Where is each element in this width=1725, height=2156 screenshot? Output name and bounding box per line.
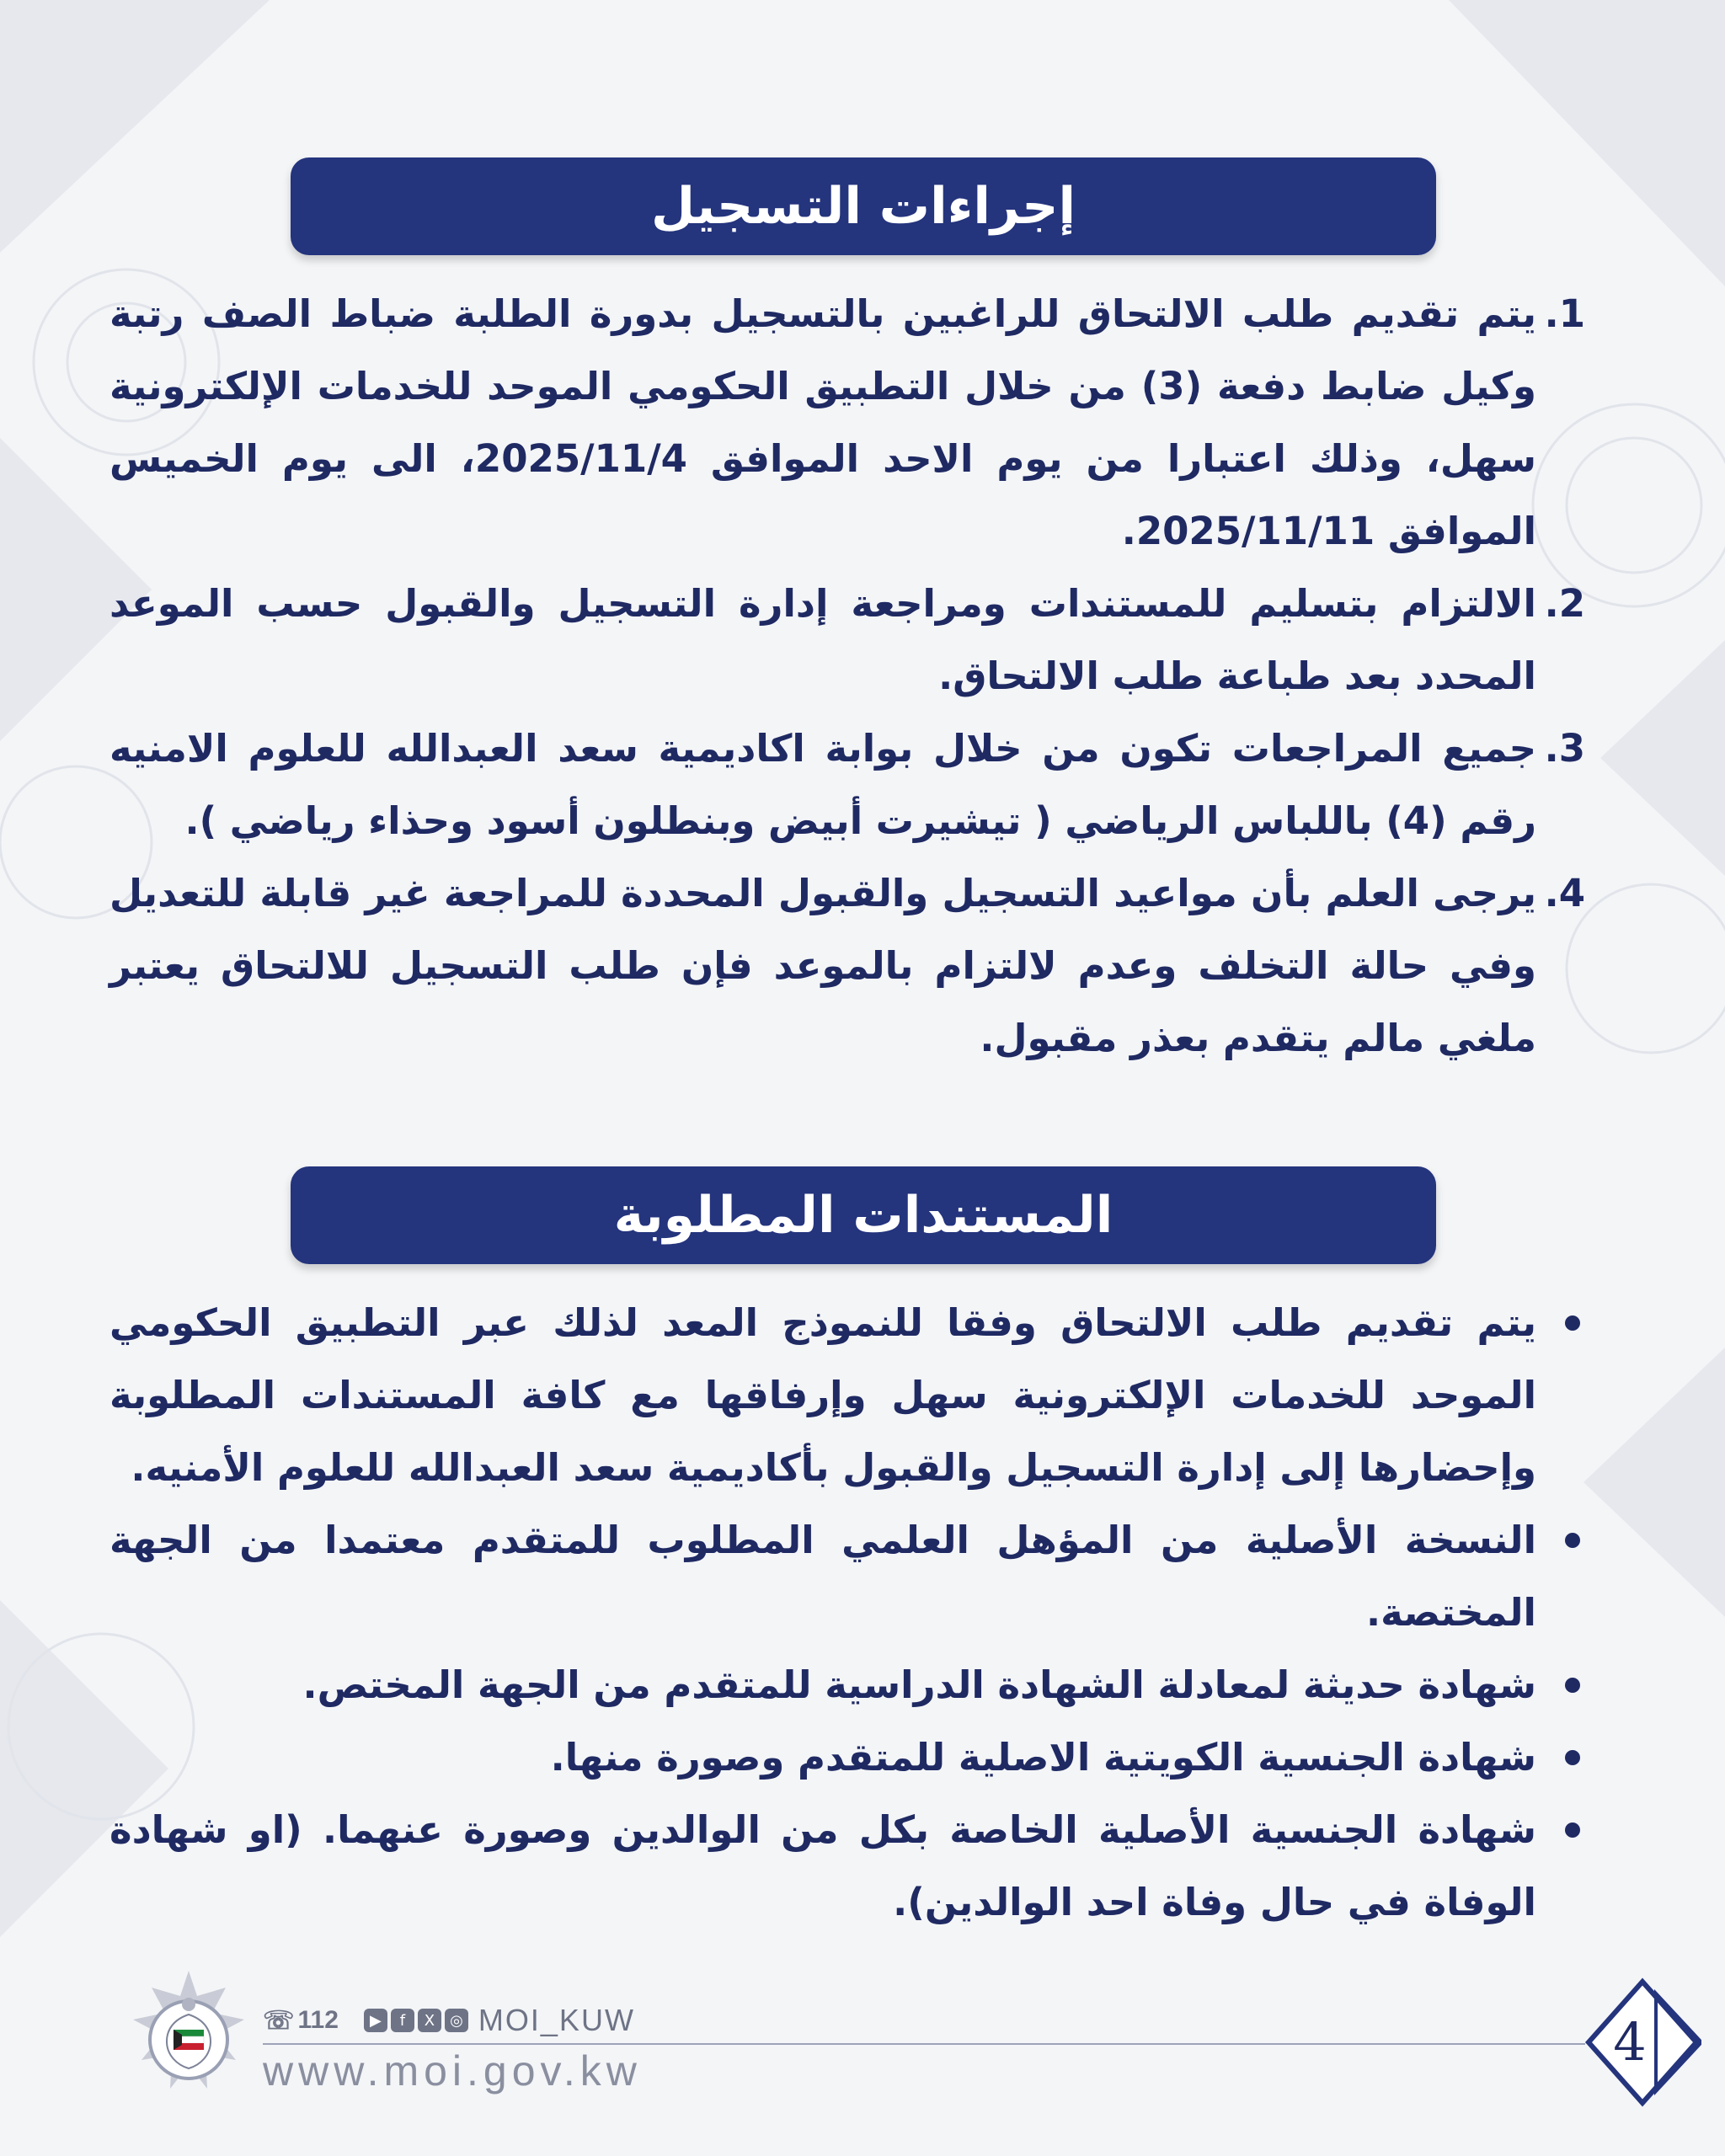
document-text: شهادة حديثة لمعادلة الشهادة الدراسية للمتقدم من الجهة المختص.	[302, 1662, 1536, 1707]
step-number: 1.	[1544, 291, 1585, 336]
youtube-icon[interactable]: ▶	[364, 2009, 387, 2032]
required-documents-list	[109, 1287, 1585, 1939]
step-item	[109, 568, 1585, 712]
instagram-icon[interactable]: ◎	[445, 2009, 468, 2032]
step-number: 3.	[1544, 726, 1585, 771]
required-documents-banner	[291, 1166, 1436, 1264]
document-text: النسخة الأصلية من المؤهل العلمي المطلوب للمتقدم معتمدا من الجهة المختصة.	[109, 1518, 1536, 1635]
bullet-icon	[1565, 1533, 1580, 1548]
step-item	[109, 278, 1585, 568]
page-number: 4	[1613, 2011, 1647, 2073]
step-text: يتم تقديم طلب الالتحاق للراغبين بالتسجيل بدورة الطلبة ضباط الصف رتبة وكيل ضابط دفعة (3) من خلال التطبيق الحكومي الموحد للخدمات الإلكترونية سهل، وذلك اعتبارا من يوم الاحد الموافق 2025/11/4، الى يوم الخميس الموافق 2025/11/11.	[109, 291, 1537, 553]
phone-contact[interactable]	[263, 2006, 339, 2036]
step-number: 4.	[1544, 871, 1585, 915]
kuwait-police-emblem-icon	[126, 1971, 251, 2105]
document-text: يتم تقديم طلب الالتحاق وفقا للنموذج المعد لذلك عبر التطبيق الحكومي الموحد للخدمات الإلكترونية سهل وإرفاقها مع كافة المستندات المطلوبة وإحضارها إلى إدارة التسجيل والقبول بأكاديمية سعد العبدالله للعلوم الأمنيه.	[109, 1300, 1536, 1490]
document-item	[109, 1287, 1585, 1504]
document-item	[109, 1794, 1585, 1939]
document-item	[109, 1504, 1585, 1649]
social-handle[interactable]: MOI_KUW	[478, 2003, 635, 2037]
required-documents-title: المستندات المطلوبة	[613, 1186, 1114, 1245]
step-text: جميع المراجعات تكون من خلال بوابة اكاديمية سعد العبدالله للعلوم الامنيه رقم (4) باللباس الرياضي ( تيشيرت أبيض وبنطلون أسود وحذاء رياضي ).	[109, 726, 1536, 843]
document-item	[109, 1721, 1585, 1794]
phone-icon: ☏	[263, 2006, 295, 2035]
website-link[interactable]: www.moi.gov.kw	[263, 2047, 642, 2095]
document-item	[109, 1649, 1585, 1721]
step-item	[109, 857, 1585, 1075]
step-text: الالتزام بتسليم للمستندات ومراجعة إدارة التسجيل والقبول حسب الموعد المحدد بعد طباعة طلب الالتحاق.	[109, 581, 1536, 698]
step-item	[109, 712, 1585, 857]
bullet-icon	[1565, 1315, 1580, 1331]
facebook-icon[interactable]: f	[391, 2009, 414, 2032]
bullet-icon	[1565, 1678, 1580, 1693]
bullet-icon	[1565, 1750, 1580, 1765]
document-text: شهادة الجنسية الكويتية الاصلية للمتقدم وصورة منها.	[550, 1735, 1536, 1780]
contact-row	[263, 2002, 635, 2039]
x-icon[interactable]: X	[418, 2009, 441, 2032]
footer-divider	[263, 2043, 1585, 2045]
registration-procedures-banner	[291, 157, 1436, 255]
registration-steps-list	[109, 278, 1585, 1075]
bullet-icon	[1565, 1822, 1580, 1838]
step-text: يرجى العلم بأن مواعيد التسجيل والقبول المحددة للمراجعة غير قابلة للتعديل وفي حالة التخلف وعدم لالتزام بالموعد فإن طلب التسجيل للالتحاق يعتبر ملغي مالم يتقدم بعذر مقبول.	[109, 871, 1536, 1060]
document-text: شهادة الجنسية الأصلية الخاصة بكل من الوالدين وصورة عنهما. (او شهادة الوفاة في حال وفاة احد الوالدين).	[109, 1807, 1536, 1924]
social-icons	[364, 2009, 468, 2032]
registration-procedures-title: إجراءات التسجيل	[650, 177, 1076, 236]
step-number: 2.	[1544, 581, 1585, 626]
phone-number: 112	[297, 2006, 339, 2034]
